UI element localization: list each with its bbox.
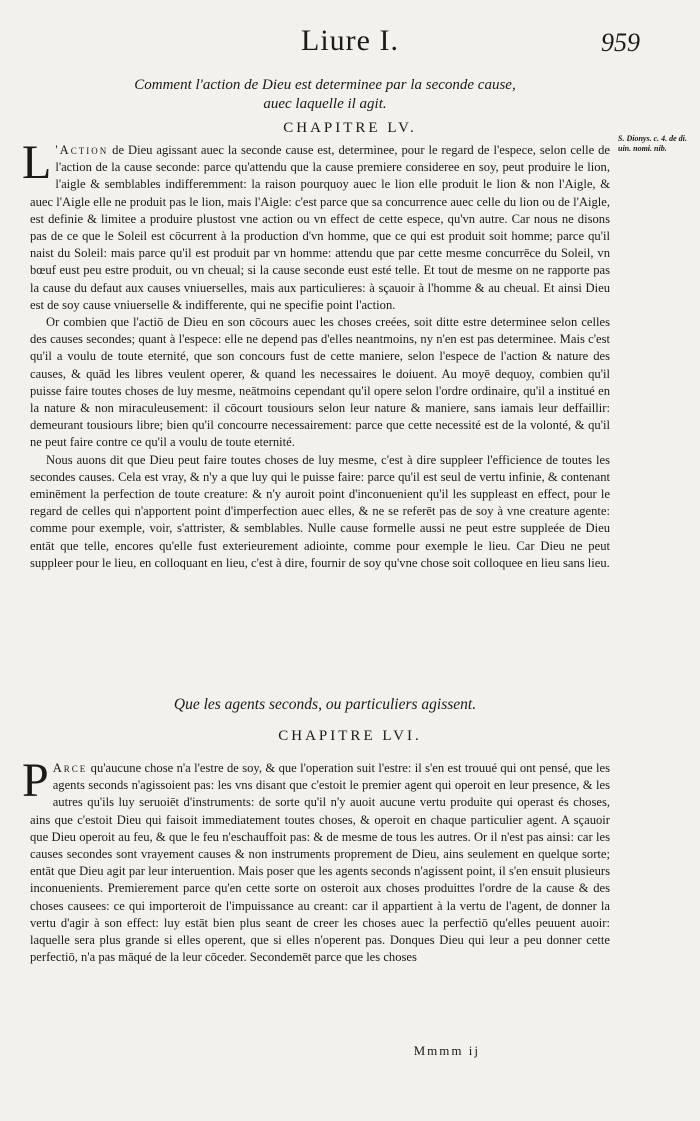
lead-word: Arce: [52, 761, 88, 775]
paragraph-text: qu'aucune chose n'a l'estre de soy, & que l'operation suit l'estre: il s'en est trouué qui ont pensé, que les agents seconds n'agissoient pas: les vns disant que c'estoit le premier agent qui operoit en leur presence, & les autres qu'ils luy seruoiēt d'instruments: de sorte qu'il n'y auoit aucune vertu produite qui operast és choses, ains que c'estoit Dieu qui faisoit immediatement toutes choses, & operoit en chaque particulier agent. A sçauoir que Dieu operoit au feu, & que le feu n'eschauffoit pas: & de mesme de tous les autres. Or il n'est pas ainsi: car les causes secondes sont vrayement causes & non instruments proprement de Dieu, ains seulement en quelque sorte; entāt que Dieu agit par leur interuention. Mais poser que les agents seconds n'agissent point, il s'en ensuit plusieurs inconuenients. Premierement parce qu'en cette sorte on osteroit aux choses produittes l'ordre de la cause & des choses causees: ce qui importeroit de l'impuissance au creant: car il appartient à la vertu de l'agent, de donner la vertu d'agir à son effect: luy estāt bien plus seant de creer les choses auec la perfectiō qu'elles peuuent auoir: laquelle sera plus grande si elles operent, que si elles n'operent pas. Donques Dieu qui leur a peu donner cette perfectiō, n'a pas māqué de la leur cōceder. Secondemēt parce que les choses: [30, 761, 610, 965]
section-heading-1-line2: auec laquelle il agit.: [263, 96, 387, 112]
section-heading-1: [75, 76, 575, 114]
chapter-2-body: [22, 754, 610, 966]
paragraph: [22, 136, 610, 314]
paragraph: Or combien que l'actiō de Dieu en son cōcours auec les choses creées, soit ditte estre determinee selon celles des causes secondes; quant à l'espece: elle ne depend pas d'elles neantmoins, ny n'en est pas determinee. Mais c'est qu'il a voulu de toute eternité, que son concours fust de cette maniere, selon l'espece de l'action & nature des causes, & quād les libres veulent operer, & quand les necessaires le doiuent. Au moyē dequoy, combien qu'il puisse faire toutes choses de luy mesme, neātmoins cependant qu'il opere selon l'ordre ordinaire, qu'il a institué en la nature & non miraculeusement: il cōcourt tousiours selon leur nature & maniere, sans iamais leur deffaillir: demeurant tousiours libre; bien qu'il concourre necessairement: parce que cette necessité est de la volonté, & qu'il ne peut faire contre ce qu'il a voulu de toute eternité.: [30, 315, 610, 450]
section-heading-1-line1: Comment l'action de Dieu est determinee par la seconde cause,: [134, 77, 516, 93]
running-head: [0, 24, 700, 64]
chapter-1-body: [22, 136, 610, 572]
chapter-title-1: CHAPITRE LV.: [283, 120, 417, 136]
paragraph: [22, 754, 610, 966]
chapter-title-2: CHAPITRE LVI.: [278, 728, 422, 744]
drop-cap: P: [22, 754, 49, 807]
section-heading-2: Que les agents seconds, ou particuliers agissent.: [173, 696, 477, 713]
running-title: Liure I.: [301, 24, 399, 57]
lead-word: 'Action: [55, 143, 109, 157]
paragraph: Nous auons dit que Dieu peut faire toutes choses de luy mesme, c'est à dire suppleer l'efficience de toutes les secondes causes. Cela est vray, & n'y a que luy qui le puisse faire: parce qu'il est seul de vertu infinie, & contenant eminēment la perfection de toute creature: & n'y auroit point d'inconuenient qu'il les suppleast en effect, pour le regard de celles qui n'apportent point d'imperfection auec elles, & ne se referēt pas de soy à vne creature agente: comme pour exemple, voir, s'attrister, & semblables. Nulle cause formelle aussi ne peut estre suppleée de Dieu entāt que telle, encores qu'elle fust exterieurement adiointe, comme pour exemple le lieu. Car Dieu ne peut suppleer pour le lieu, en colloquant en lieu, c'est à dire, fournir de soy qu'vne chose soit colloquee en lieu sans lieu.: [30, 452, 610, 570]
margin-note: S. Dionys. c. 4. de di. uin. nomi. nib.: [618, 134, 687, 153]
signature-mark: Mmmm ij: [413, 1043, 480, 1058]
page-number: 959: [601, 28, 640, 57]
paragraph-text: de Dieu agissant auec la seconde cause est, determinee, pour le regard de l'espece, selon celle de l'action de la cause seconde: parce qu'attendu que la cause premiere consideree en soy, peut produire le lion, l'aigle & semblables indifferemment: la raison pourquoy auec le lion elle produit le lion & non l'Aigle, & auec l'Aigle elle ne produit pas le lion, mais l'Aigle: c'est parce que sa concurrence auec celle du lion ou de l'Aigle, est definie & limitee a produire plustost vne action ou vn effect de cette espece, qu'vn autre. Car nous ne disons pas de ce que le Soleil est cōcurrent à la production d'vn homme, que ce qui est produit soit homme; parce qu'il naist du Soleil: mais parce qu'il est produit par vn homme: attendu que par cette mesme concurrēce du Soleil, vn bœuf eust peu estre produit, ou vn cheual; si la cause seconde eust esté telle. Et tout de mesme on ne rapporte pas la cause du defaut aux causes vniuerselles, mais aux particulieres: à sçauoir à l'homme & au cheual. Et ainsi Dieu est de soy cause vniuerselle & indifferente, qui ne specifie point l'action.: [30, 143, 610, 312]
drop-cap: L: [22, 136, 52, 189]
